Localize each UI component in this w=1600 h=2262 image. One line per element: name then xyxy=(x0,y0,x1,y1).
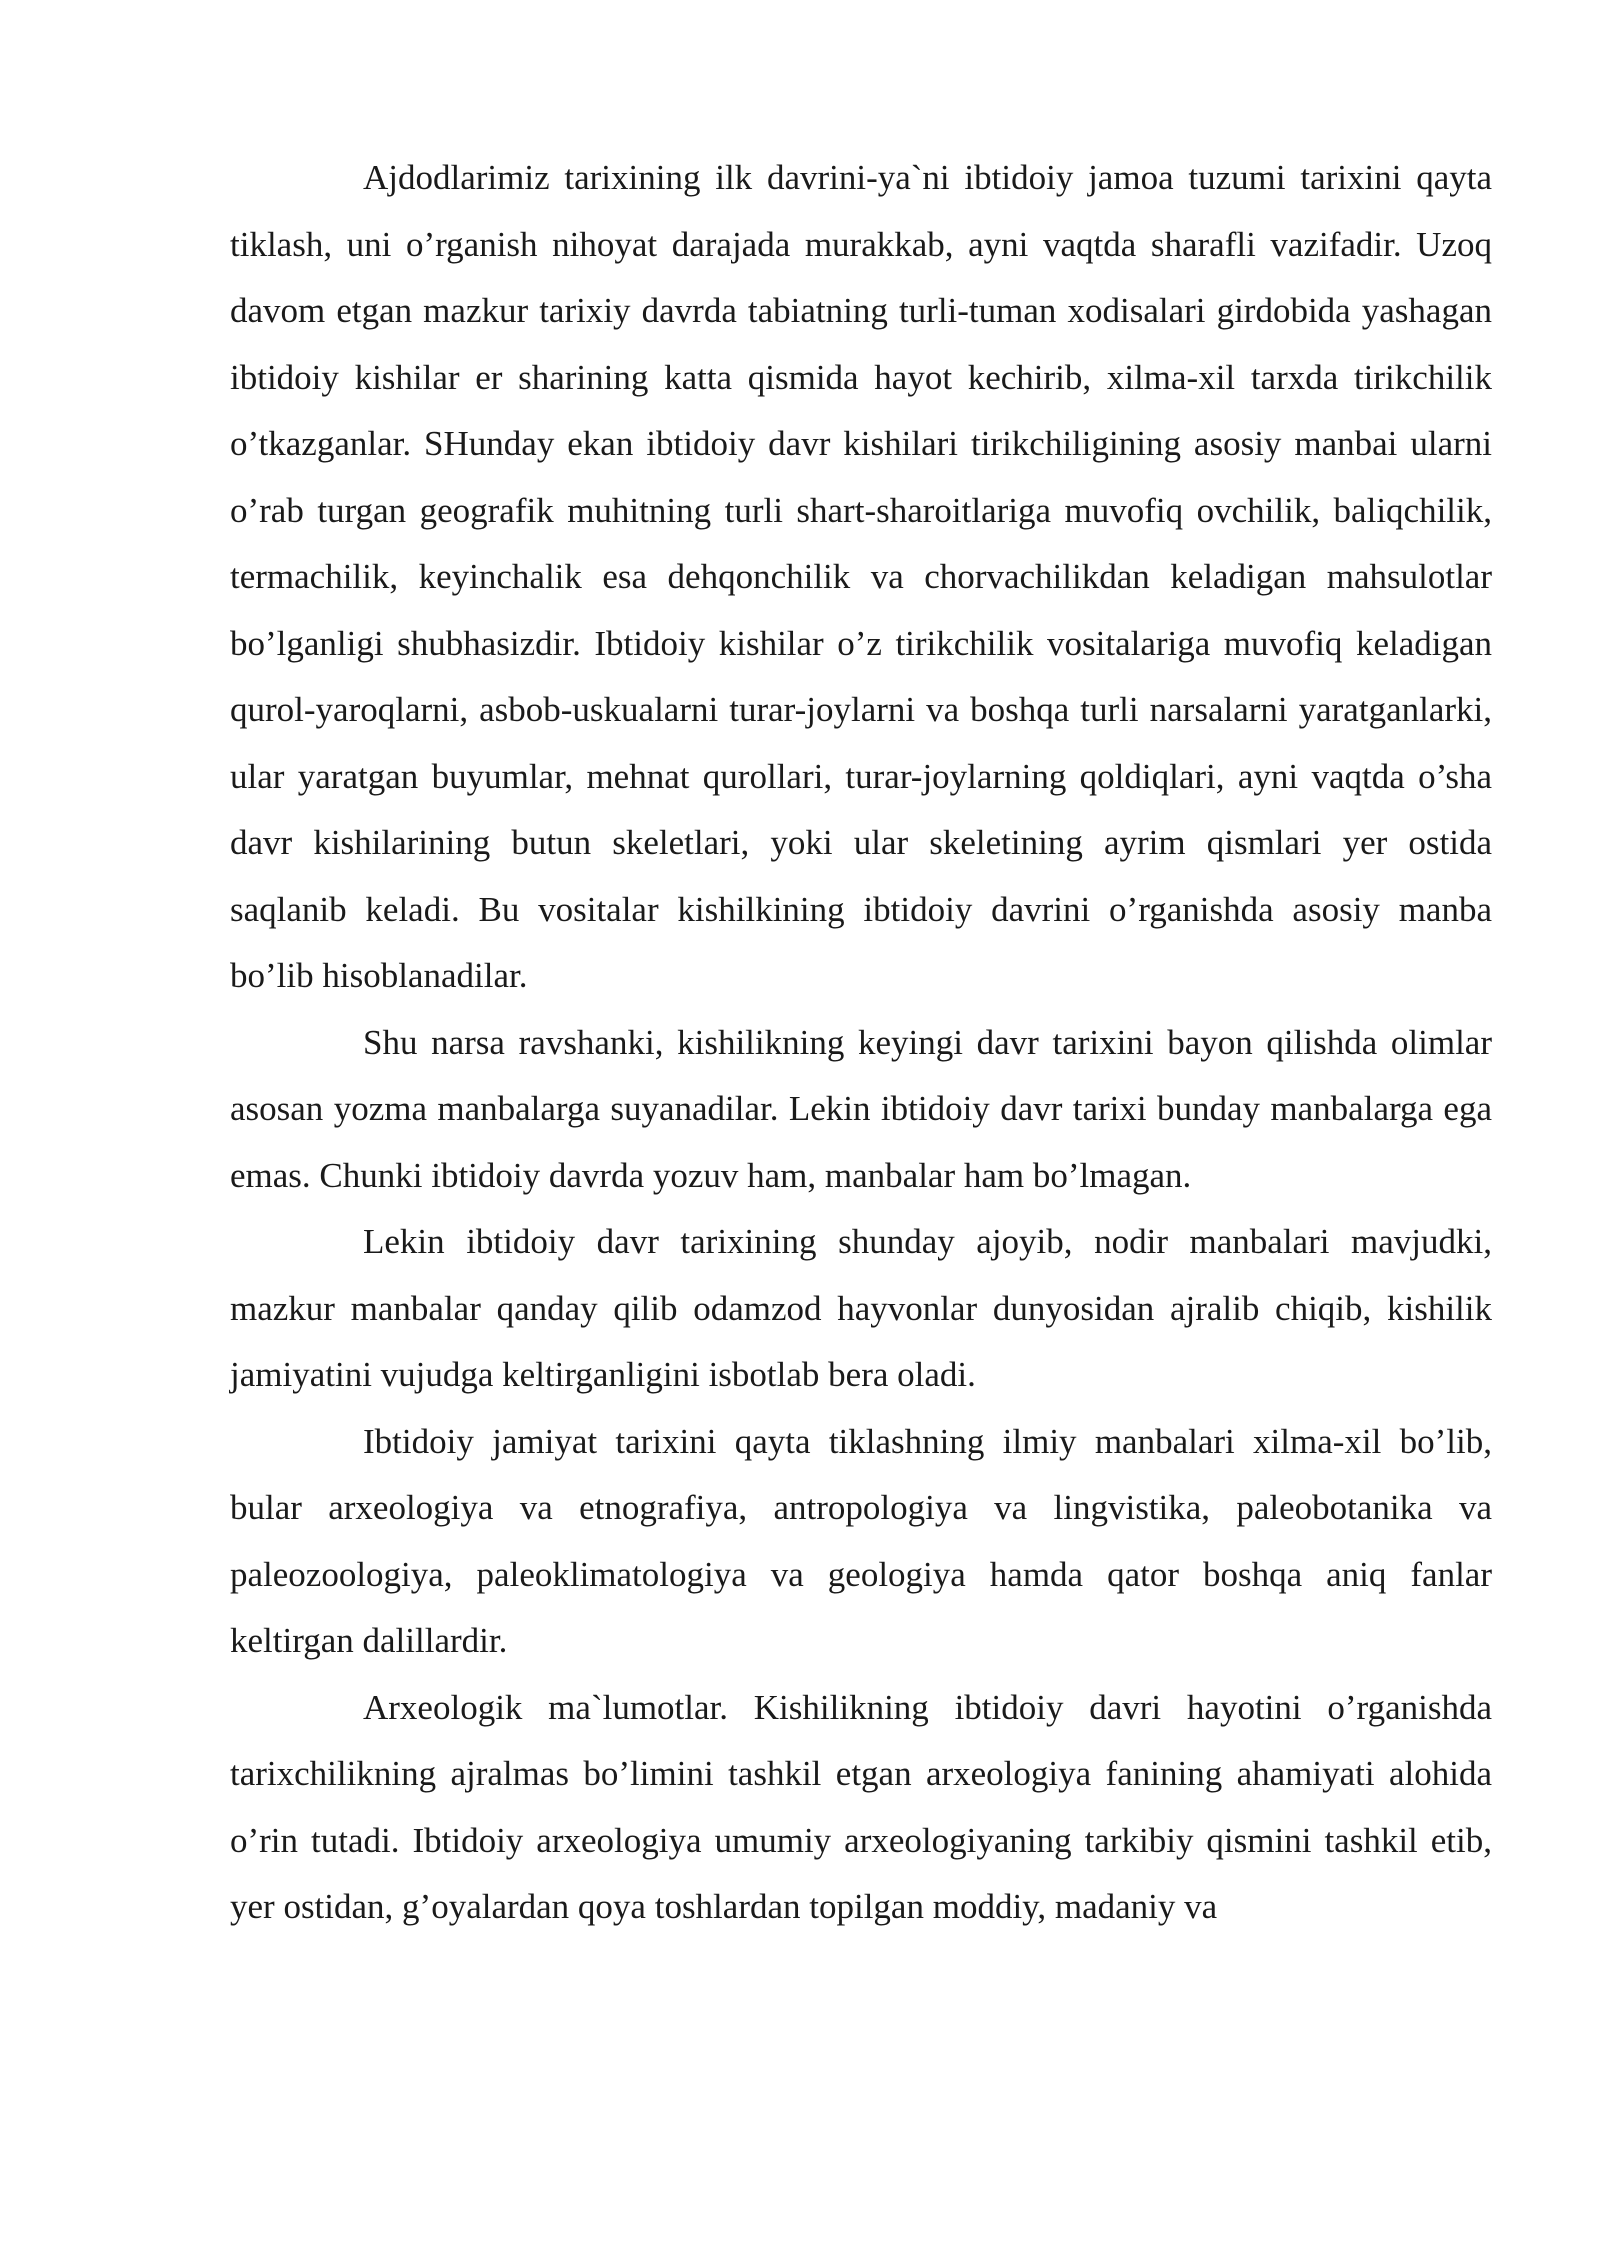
body-text xyxy=(230,145,1492,1941)
paragraph-1: Ajdodlarimiz tarixining ilk davrini-ya`ni ibtidoiy jamoa tuzumi tarixini qayta tiklash, uni o’rganish nihoyat darajada murakkab, ayni vaqtda sharafli vazifadir. Uzoq davom etgan mazkur tarixiy davrda tabiatning turli-tuman xodisalari girdobida yashagan ibtidoiy kishilar er sharining katta qismida hayot kechirib, xilma-xil tarxda tirikchilik o’tkazganlar. SHunday ekan ibtidoiy davr kishilari tirikchiligining asosiy manbai ularni o’rab turgan geografik muhitning turli shart-sharoitlariga muvofiq ovchilik, baliqchilik, termachilik, keyinchalik esa dehqonchilik va chorvachilikdan keladigan mahsulotlar bo’lganligi shubhasizdir. Ibtidoiy kishilar o’z tirikchilik vositalariga muvofiq keladigan qurol-yaroqlarni, asbob-uskualarni turar-joylarni va boshqa turli narsalarni yaratganlarki, ular yaratgan buyumlar, mehnat qurollari, turar-joylarning qoldiqlari, ayni vaqtda o’sha davr kishilarining butun skeletlari, yoki ular skeletining ayrim qismlari yer ostida saqlanib keladi. Bu vositalar kishilkining ibtidoiy davrini o’rganishda asosiy manba bo’lib hisoblanadilar. xyxy=(230,158,1492,995)
paragraph-5: Arxeologik ma`lumotlar. Kishilikning ibtidoiy davri hayotini o’rganishda tarixchilikning ajralmas bo’limini tashkil etgan arxeologiya fanining ahamiyati alohida o’rin tutadi. Ibtidoiy arxeologiya umumiy arxeologiyaning tarkibiy qismini tashkil etib, yer ostidan, g’oyalardan qoya toshlardan topilgan moddiy, madaniy va xyxy=(230,1687,1492,1926)
paragraph-2: Shu narsa ravshanki, kishilikning keyingi davr tarixini bayon qilishda olimlar asosan yozma manbalarga suyanadilar. Lekin ibtidoiy davr tarixi bunday manbalarga ega emas. Chunki ibtidoiy davrda yozuv ham, manbalar ham bo’lmagan. xyxy=(230,1022,1492,1195)
paragraph-4: Ibtidoiy jamiyat tarixini qayta tiklashning ilmiy manbalari xilma-xil bo’lib, bular arxeologiya va etnografiya, antropologiya va lingvistika, paleobotanika va paleozoologiya, paleoklimatologiya va geologiya hamda qator boshqa aniq fanlar keltirgan dalillardir. xyxy=(230,1421,1492,1660)
paragraph-3: Lekin ibtidoiy davr tarixining shunday ajoyib, nodir manbalari mavjudki, mazkur manbalar qanday qilib odamzod hayvonlar dunyosidan ajralib chiqib, kishilik jamiyatini vujudga keltirganligini isbotlab bera oladi. xyxy=(230,1222,1492,1394)
